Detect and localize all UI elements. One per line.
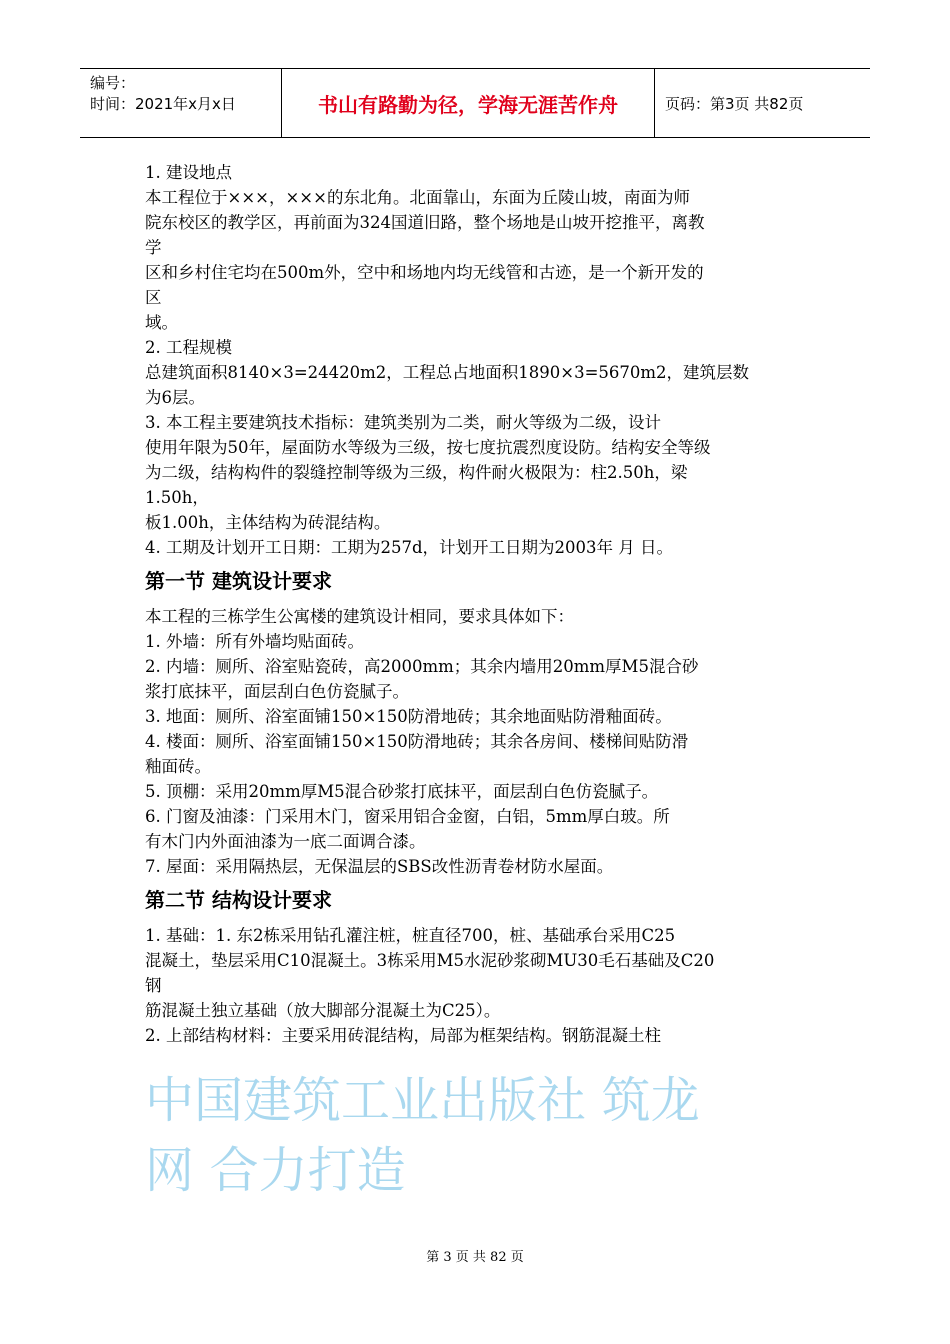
text-line: 钢 <box>145 976 162 995</box>
section-title-architecture: 第一节 建筑设计要求 <box>145 569 332 593</box>
header-page-label: 页码：第3页 共82页 <box>665 94 804 113</box>
text-line: 混凝土，垫层采用C10混凝土。3栋采用M5水泥砂浆砌MU30毛石基础及C20 <box>145 951 715 970</box>
text-line: 总建筑面积8140×3=24420m2，工程总占地面积1890×3=5670m2，建筑层数 <box>145 363 750 382</box>
text-line: 筋混凝土独立基础（放大脚部分混凝土为C25）。 <box>145 1001 501 1020</box>
text-line: 1. 建设地点 <box>145 163 232 182</box>
watermark <box>145 1066 845 1206</box>
text-line: 有木门内外面油漆为一底二面调合漆。 <box>145 832 426 851</box>
text-line: 1.50h， <box>145 488 209 507</box>
text-line: 为6层。 <box>145 388 205 407</box>
text-line: 本工程位于×××，×××的东北角。北面靠山，东面为丘陵山坡，南面为师 <box>145 188 690 207</box>
text-line: 学 <box>145 238 162 257</box>
text-line: 本工程的三栋学生公寓楼的建筑设计相同，要求具体如下： <box>145 607 574 626</box>
text-line: 2. 工程规模 <box>145 338 232 357</box>
document-number-label: 编号： <box>90 74 136 92</box>
text-line: 3. 本工程主要建筑技术指标：建筑类别为二类，耐火等级为二级，设计 <box>145 413 661 432</box>
text-line: 2. 上部结构材料：主要采用砖混结构，局部为框架结构。钢筋混凝土柱 <box>145 1026 661 1045</box>
text-line: 釉面砖。 <box>145 757 211 776</box>
text-line: 为二级，结构构件的裂缝控制等级为三级，构件耐火极限为：柱2.50h，梁 <box>145 463 688 482</box>
text-line: 3. 地面：厕所、浴室面铺150×150防滑地砖；其余地面贴防滑釉面砖。 <box>145 707 672 726</box>
text-line: 域。 <box>145 313 178 332</box>
text-line: 区和乡村住宅均在500m外，空中和场地内均无线管和古迹，是一个新开发的 <box>145 263 704 282</box>
document-time-label: 时间：2021年x月x日 <box>90 95 236 113</box>
text-line: 5. 顶棚：采用20mm厚M5混合砂浆打底抹平，面层刮白色仿瓷腻子。 <box>145 782 659 801</box>
page-footer: 第 3 页 共 82 页 <box>426 1250 524 1265</box>
watermark-line: 网 合力打造 <box>145 1142 406 1199</box>
section-title-structure: 第二节 结构设计要求 <box>145 888 332 912</box>
text-line: 2. 内墙：厕所、浴室贴瓷砖，高2000mm；其余内墙用20mm厚M5混合砂 <box>145 657 699 676</box>
header-motto: 书山有路勤为径，学海无涯苦作舟 <box>281 69 655 137</box>
text-line: 板1.00h，主体结构为砖混结构。 <box>145 513 391 532</box>
document-body <box>145 160 810 1048</box>
text-line: 4. 楼面：厕所、浴室面铺150×150防滑地砖；其余各房间、楼梯间贴防滑 <box>145 732 689 751</box>
architecture-requirements <box>145 604 810 879</box>
project-overview <box>145 160 810 560</box>
structure-requirements <box>145 923 810 1048</box>
page-header <box>80 68 870 138</box>
text-line: 浆打底抹平，面层刮白色仿瓷腻子。 <box>145 682 409 701</box>
text-line: 6. 门窗及油漆：门采用木门，窗采用铝合金窗，白铝，5mm厚白玻。所 <box>145 807 670 826</box>
text-line: 院东校区的教学区，再前面为324国道旧路，整个场地是山坡开挖推平，离教 <box>145 213 705 232</box>
text-line: 4. 工期及计划开工日期：工期为257d，计划开工日期为2003年 月 日。 <box>145 538 674 557</box>
text-line: 1. 基础：1. 东2栋采用钻孔灌注桩，桩直径700，桩、基础承台采用C25 <box>145 926 676 945</box>
text-line: 使用年限为50年，屋面防水等级为三级，按七度抗震烈度设防。结构安全等级 <box>145 438 711 457</box>
header-meta <box>80 69 281 137</box>
watermark-line: 中国建筑工业出版社 筑龙 <box>145 1072 700 1129</box>
text-line: 1. 外墙：所有外墙均贴面砖。 <box>145 632 364 651</box>
text-line: 7. 屋面：采用隔热层，无保温层的SBS改性沥青卷材防水屋面。 <box>145 857 614 876</box>
text-line: 区 <box>145 288 162 307</box>
